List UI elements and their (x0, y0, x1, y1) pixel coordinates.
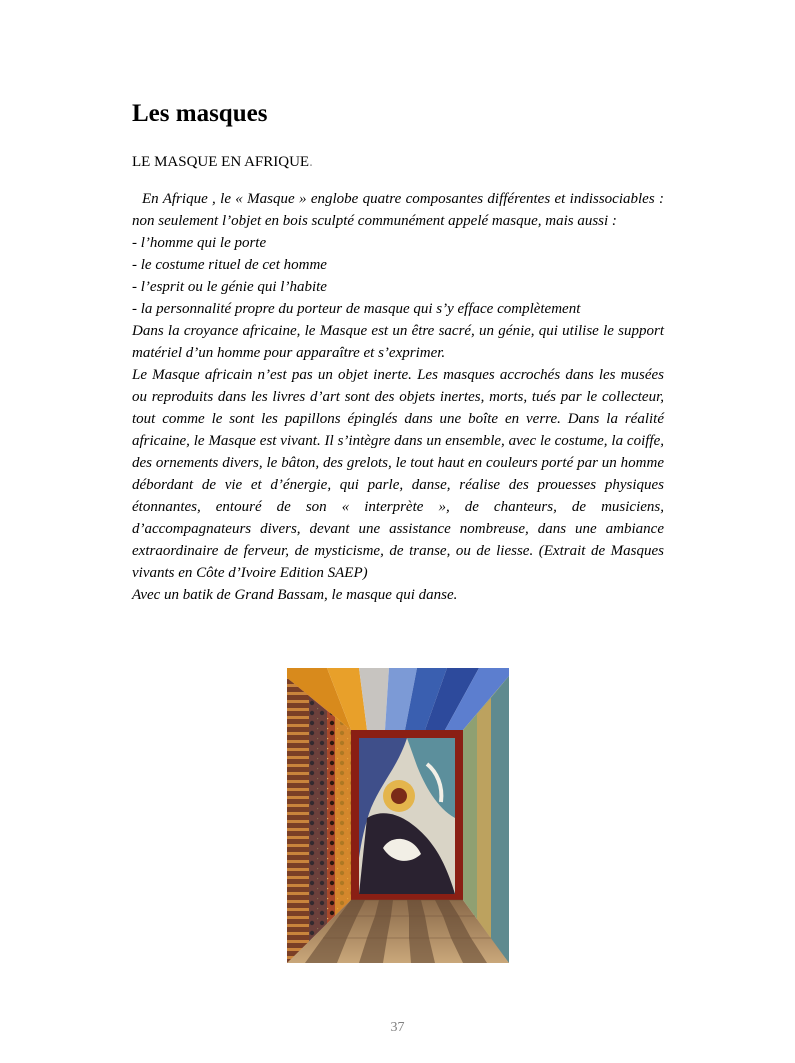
intro-paragraph: En Afrique , le « Masque » englobe quatre composantes différentes et indissociables : non seulement l’objet en bois sculpté communément appelé masque, mais aussi : (132, 191, 664, 229)
section-heading-punct: . (309, 154, 313, 170)
list-item: - le costume rituel de cet homme (132, 257, 327, 273)
section-heading (132, 153, 313, 172)
page-number: 37 (390, 1020, 405, 1035)
living-mask-paragraph: Le Masque africain n’est pas un objet inerte. Les masques accrochés dans les musées ou reproduits dans les livres d’art sont des objets inertes, morts, tués par le collecteur, tout comme le sont les papillons épinglés dans une boîte en verre. Dans la réalité africaine, le Masque est vivant. Il s’intègre dans un ensemble, avec le costume, la coiffe, des ornements divers, le bâton, des grelots, le tout haut en couleurs porté par un homme débordant de vie et d’énergie, qui parle, danse, réalise des prouesses physiques étonnantes, entouré de son « interprète », de chanteurs, de musiciens, d’accompagnateurs divers, devant une assistance nombreuse, dans une ambiance extraordinaire de ferveur, de mysticisme, de transe, ou de liesse. (Extrait de Masques vivants en Côte d’Ivoire Edition SAEP) (132, 367, 664, 581)
page-title: Les masques (132, 100, 268, 127)
belief-paragraph: Dans la croyance africaine, le Masque est un être sacré, un génie, qui utilise le support matériel d’un homme pour apparaître et s’exprimer. (132, 323, 664, 361)
batik-drawing (287, 668, 509, 963)
batik-image (287, 668, 509, 963)
section-heading-text: LE MASQUE EN AFRIQUE (132, 154, 310, 170)
list-item: - l’esprit ou le génie qui l’habite (132, 279, 327, 295)
image-caption: Avec un batik de Grand Bassam, le masque qui danse. (132, 587, 458, 603)
list-item: - l’homme qui le porte (132, 235, 267, 251)
list-item: - la personnalité propre du porteur de masque qui s’y efface complètement (132, 301, 581, 317)
article-body (132, 188, 664, 606)
